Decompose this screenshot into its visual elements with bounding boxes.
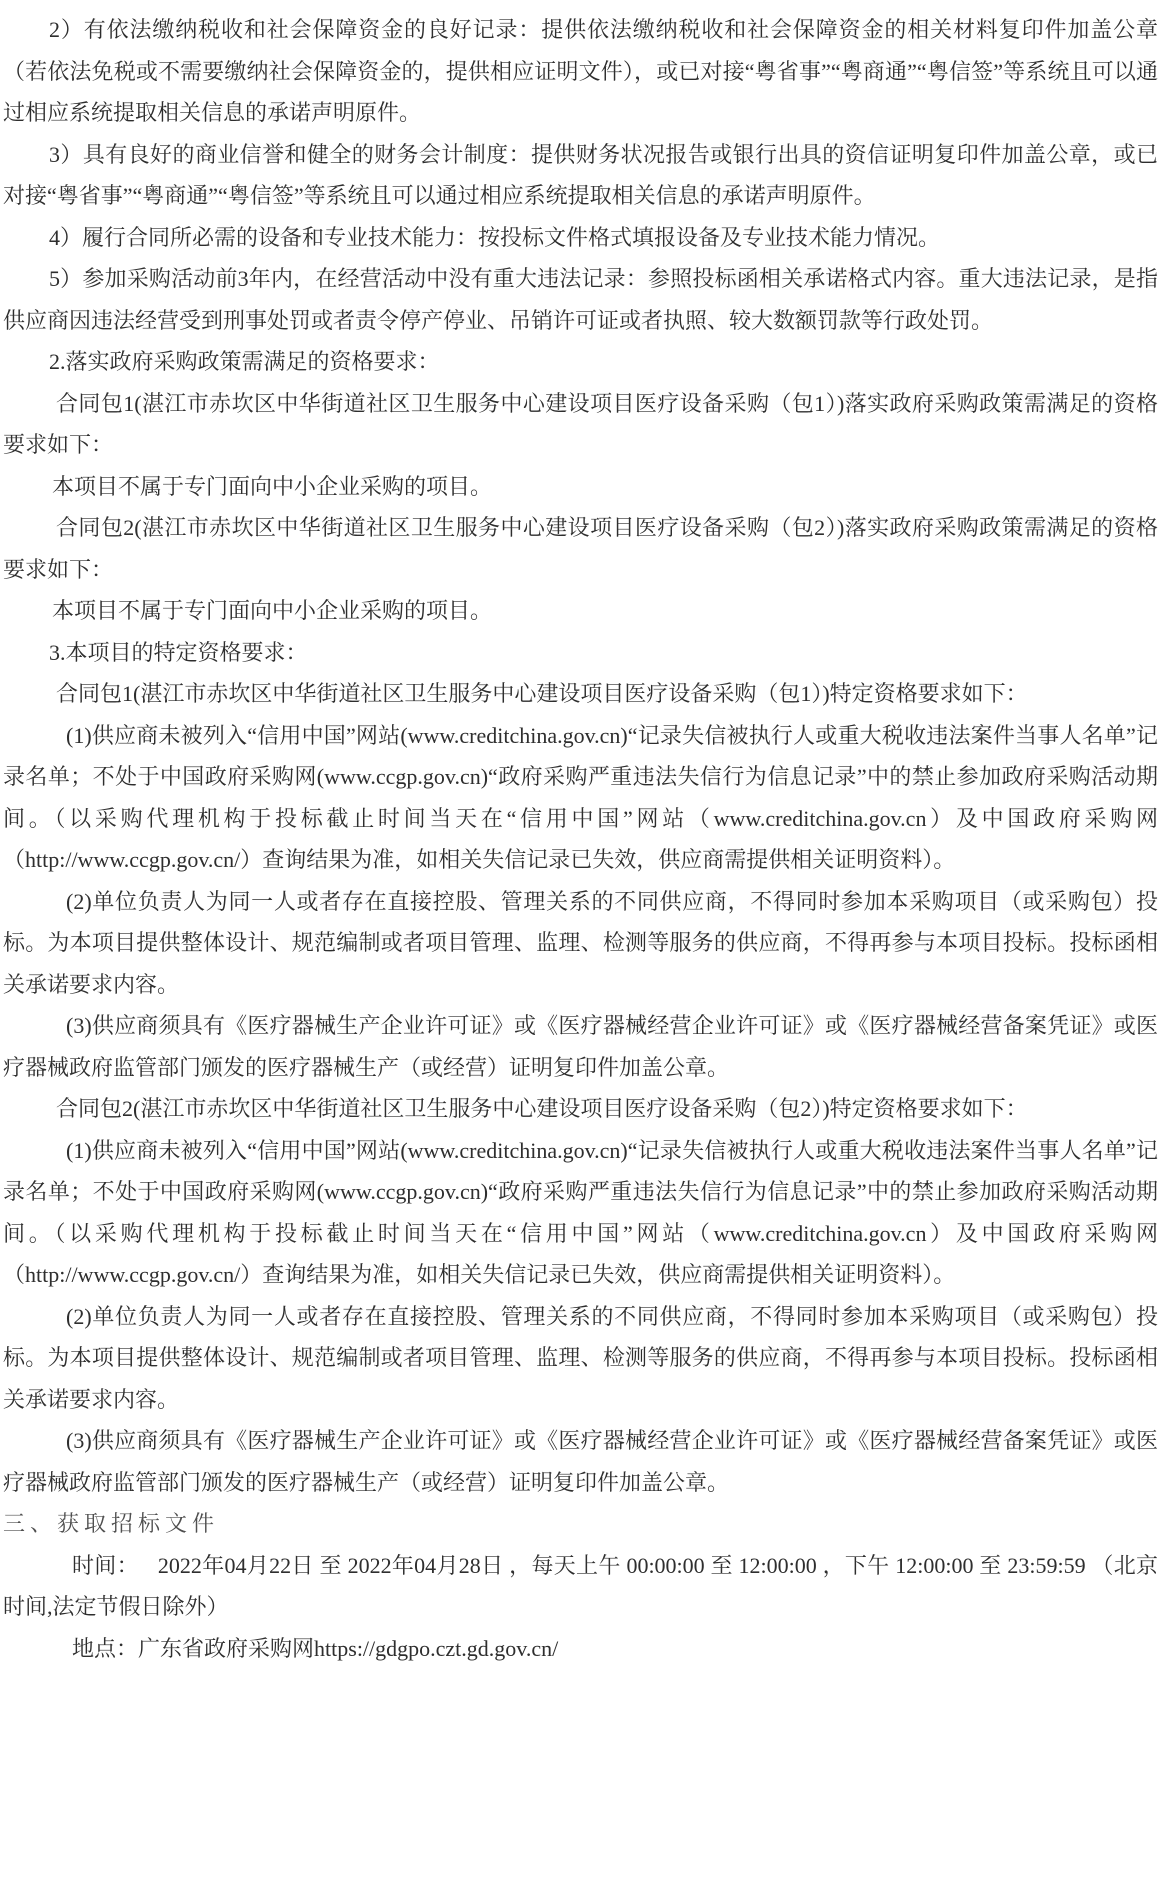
header-specific-requirements: 3.本项目的特定资格要求：: [49, 639, 308, 665]
paragraph-policy-package1-statement: 本项目不属于专门面向中小企业采购的项目。: [52, 473, 493, 499]
paragraph-policy-package2-statement: 本项目不属于专门面向中小企业采购的项目。: [52, 598, 493, 623]
paragraph-specific-package1-req3: (3)供应商须具有《医疗器械生产企业许可证》或《医疗器械经营企业许可证》或《医疗器械经营备案凭证》或医疗器械政府监管部门颁发的医疗器械生产（或经营）证明复印件加盖公章。: [3, 1013, 1158, 1080]
paragraph-specific-package1-req1: (1)供应商未被列入“信用中国”网站(www.creditchina.gov.cn)“记录失信被执行人或重大税收违法案件当事人名单”记录名单；不处于中国政府采购网(www.ccgp.gov.cn)“政府采购严重违法失信行为信息记录”中的禁止参加政府采购活动期间。（以采购代理机构于投标截止时间当天在“信用中国”网站（www.creditchina.gov.cn）及中国政府采购网（http://www.ccgp.gov.cn/）查询结果为准，如相关失信记录已失效，供应商需提供相关证明资料）。: [3, 722, 1158, 872]
paragraph-commercial-credit: 3）具有良好的商业信誉和健全的财务会计制度：提供财务状况报告或银行出具的资信证明复印件加盖公章，或已对接“粤省事”“粤商通”“粤信签”等系统且可以通过相应系统提取相关信息的承诺声明原件。: [3, 141, 1158, 208]
paragraph-obtain-time: [3, 1545, 1158, 1628]
paragraph-specific-package1-intro: 合同包1(湛江市赤坎区中华街道社区卫生服务中心建设项目医疗设备采购（包1）)特定资格要求如下：: [56, 681, 1028, 706]
paragraph-specific-package2-req1: (1)供应商未被列入“信用中国”网站(www.creditchina.gov.cn)“记录失信被执行人或重大税收违法案件当事人名单”记录名单；不处于中国政府采购网(www.ccgp.gov.cn)“政府采购严重违法失信行为信息记录”中的禁止参加政府采购活动期间。（以采购代理机构于投标截止时间当天在“信用中国”网站（www.creditchina.gov.cn）及中国政府采购网（http://www.ccgp.gov.cn/）查询结果为准，如相关失信记录已失效，供应商需提供相关证明资料）。: [3, 1137, 1158, 1287]
paragraph-policy-package2-intro: 合同包2(湛江市赤坎区中华街道社区卫生服务中心建设项目医疗设备采购（包2）)落实政府采购政策需满足的资格要求如下：: [3, 515, 1158, 582]
paragraph-specific-package1-req2: (2)单位负责人为同一人或者存在直接控股、管理关系的不同供应商，不得同时参加本采购项目（或采购包）投标。为本项目提供整体设计、规范编制或者项目管理、监理、检测等服务的供应商，不得再参与本项目投标。投标函相关承诺要求内容。: [3, 888, 1158, 997]
paragraph-obtain-location: [3, 1628, 1158, 1670]
paragraph-equipment-ability: 4）履行合同所必需的设备和专业技术能力：按投标文件格式填报设备及专业技术能力情况。: [49, 224, 941, 250]
time-label: 时间：: [72, 1552, 139, 1578]
time-value: 2022年04月22日 至 2022年04月28日 ，每天上午 00:00:00 至 12:00:00 ，下午 12:00:00 至 23:59:59 （北京时间,法定节假日除外）: [3, 1552, 1158, 1619]
paragraph-specific-package2-req3: (3)供应商须具有《医疗器械生产企业许可证》或《医疗器械经营企业许可证》或《医疗器械经营备案凭证》或医疗器械政府监管部门颁发的医疗器械生产（或经营）证明复印件加盖公章。: [3, 1428, 1158, 1495]
procurement-website-url: https://gdgpo.czt.gd.gov.cn/: [314, 1635, 559, 1661]
location-label: 地点：: [72, 1635, 139, 1661]
paragraph-no-major-violation: 5）参加采购活动前3年内，在经营活动中没有重大违法记录：参照投标函相关承诺格式内容。重大违法记录，是指供应商因违法经营受到刑事处罚或者责令停产停业、吊销许可证或者执照、较大数额罚款等行政处罚。: [3, 266, 1158, 333]
header-policy-requirements: 2.落实政府采购政策需满足的资格要求：: [49, 349, 440, 374]
section-heading-obtain-bid-documents: 三、获取招标文件: [3, 1511, 220, 1536]
location-site-name: 广东省政府采购网: [138, 1635, 315, 1661]
paragraph-tax-social-security-record: 2）有依法缴纳税收和社会保障资金的良好记录：提供依法缴纳税收和社会保障资金的相关材料复印件加盖公章（若依法免税或不需要缴纳社会保障资金的，提供相应证明文件），或已对接“粤省事”“粤商通”“粤信签”等系统且可以通过相应系统提取相关信息的承诺声明原件。: [3, 17, 1158, 125]
paragraph-specific-package2-intro: 合同包2(湛江市赤坎区中华街道社区卫生服务中心建设项目医疗设备采购（包2）)特定资格要求如下：: [56, 1096, 1028, 1121]
paragraph-specific-package2-req2: (2)单位负责人为同一人或者存在直接控股、管理关系的不同供应商，不得同时参加本采购项目（或采购包）投标。为本项目提供整体设计、规范编制或者项目管理、监理、检测等服务的供应商，不得再参与本项目投标。投标函相关承诺要求内容。: [3, 1303, 1158, 1412]
paragraph-policy-package1-intro: 合同包1(湛江市赤坎区中华街道社区卫生服务中心建设项目医疗设备采购（包1）)落实政府采购政策需满足的资格要求如下：: [3, 390, 1158, 457]
